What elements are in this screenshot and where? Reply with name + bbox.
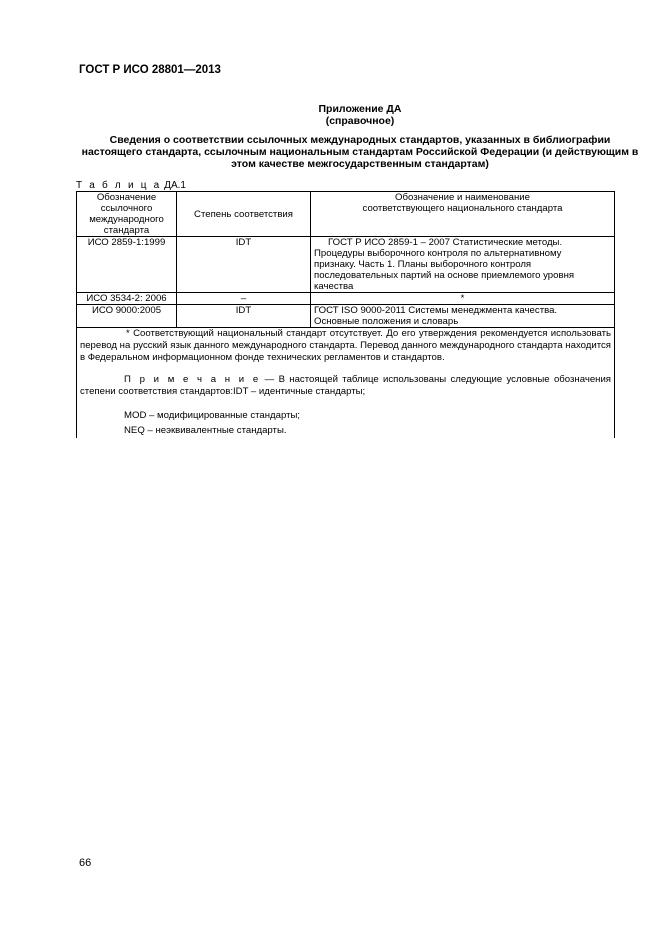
cell-text: признаку. Часть 1. Планы выборочного контроля bbox=[314, 259, 532, 270]
note-label: П р и м е ч а н и е bbox=[124, 374, 261, 385]
cell-text: последовательных партий на основе приемлемого уровня bbox=[314, 270, 575, 281]
appendix-description-line: настоящего стандарта, ссылочным национальным стандартам Российской Федерации (и действующим в bbox=[81, 146, 639, 158]
document-standard-header: ГОСТ Р ИСО 28801—2013 bbox=[79, 64, 221, 76]
header-text: Обозначение bbox=[96, 192, 157, 203]
header-national-standard bbox=[311, 192, 615, 237]
appendix-description-line: Сведения о соответствии ссылочных международных стандартов, указанных в библиографии bbox=[109, 134, 611, 146]
table-row bbox=[77, 237, 615, 293]
cell-intl-standard: ИСО 2859-1:1999 bbox=[77, 237, 177, 293]
note-text: — В настоящей таблице использованы следующие условные обозначения степени соответствия стандартов:IDT – идентичные стандарты; bbox=[80, 374, 612, 397]
header-degree: Степень соответствия bbox=[177, 192, 311, 237]
header-text: стандарта bbox=[103, 225, 150, 236]
table-notes-row bbox=[77, 328, 615, 439]
cell-degree: IDT bbox=[177, 237, 311, 293]
appendix-title: Приложение ДА bbox=[318, 103, 402, 115]
cell-text: качества bbox=[314, 281, 354, 292]
table-caption-prefix: Т а б л и ц а bbox=[76, 180, 162, 191]
header-text: соответствующего национального стандарта bbox=[362, 203, 563, 214]
header-text: международного bbox=[89, 214, 164, 225]
cell-national-standard: * bbox=[311, 293, 615, 305]
table-header-row bbox=[77, 192, 615, 237]
appendix-description-line: этом качестве межгосударственным стандартам) bbox=[231, 158, 489, 170]
cell-intl-standard: ИСО 9000:2005 bbox=[77, 305, 177, 328]
abbreviation-item: NEQ – неэквивалентные стандарты. bbox=[124, 425, 287, 436]
appendix-heading bbox=[60, 103, 660, 127]
cell-text: ГОСТ ISO 9000-2011 Системы менеджмента качества. bbox=[314, 305, 558, 316]
page-number: 66 bbox=[79, 857, 92, 869]
table-caption bbox=[76, 180, 186, 191]
appendix-description bbox=[70, 134, 650, 170]
header-intl-standard bbox=[77, 192, 177, 237]
table-notes bbox=[77, 328, 615, 439]
correspondence-table bbox=[76, 191, 615, 438]
cell-degree: IDT bbox=[177, 305, 311, 328]
table-row bbox=[77, 305, 615, 328]
appendix-subtitle: (справочное) bbox=[325, 115, 395, 127]
table-note bbox=[80, 374, 611, 398]
cell-text: ГОСТ Р ИСО 2859-1 – 2007 Статистические методы. bbox=[328, 237, 563, 248]
abbreviation-list bbox=[124, 408, 611, 438]
table-caption-number: ДА.1 bbox=[164, 180, 186, 191]
cell-national-standard bbox=[311, 237, 615, 293]
cell-text: Основные положения и словарь bbox=[314, 316, 459, 327]
table-footnote: * Соответствующий национальный стандарт отсутствует. До его утверждения рекомендуется использовать перевод на русский язык данного международного стандарта. Перевод данного международного стандарта находится в Федеральном информационном фонде технических регламентов и стандартов. bbox=[80, 328, 611, 363]
cell-degree: – bbox=[177, 293, 311, 305]
abbreviation-item: MOD – модифицированные стандарты; bbox=[124, 410, 301, 421]
cell-text: Процедуры выборочного контроля по альтернативному bbox=[314, 248, 562, 259]
cell-intl-standard: ИСО 3534-2: 2006 bbox=[77, 293, 177, 305]
table-row bbox=[77, 293, 615, 305]
header-text: Обозначение и наименование bbox=[395, 192, 530, 203]
cell-national-standard bbox=[311, 305, 615, 328]
header-text: ссылочного bbox=[100, 203, 153, 214]
